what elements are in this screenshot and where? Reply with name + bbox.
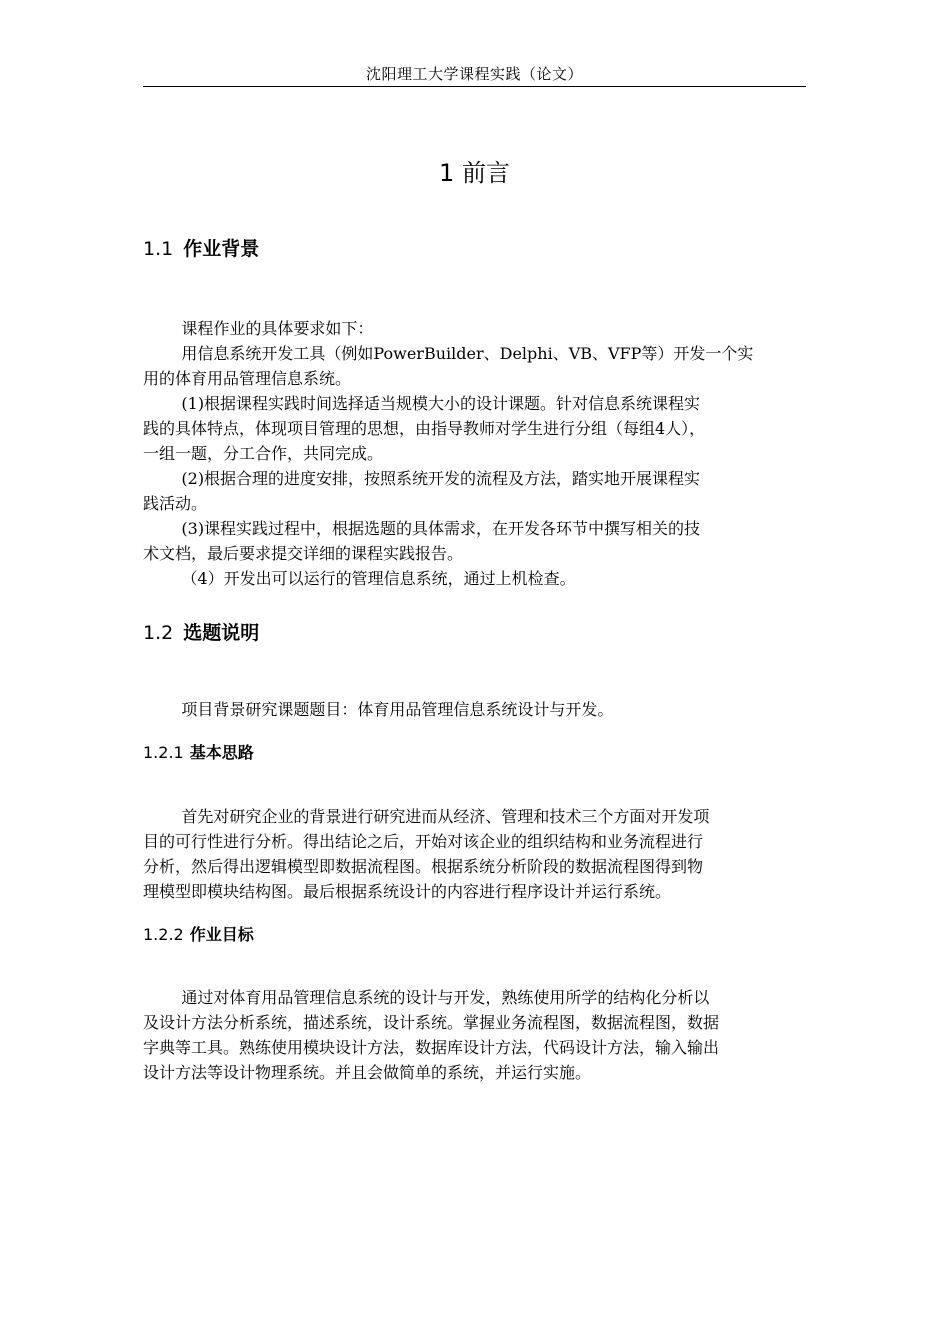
requirement-item-3: (3)课程实践过程中，根据选题的具体需求，在开发各环节中撰写相关的技: [181, 519, 701, 538]
paragraph-line: 用信息系统开发工具（例如PowerBuilder、Delphi、VB、VFP等）开发一个实: [181, 344, 754, 363]
chapter-title: 1 前言: [439, 159, 510, 187]
goals-paragraph: [143, 985, 807, 1085]
paragraph-line: 设计方法等设计物理系统。并且会做简单的系统，并运行实施。: [143, 1063, 592, 1082]
section-title: 选题说明: [183, 622, 260, 644]
topic-paragraph: [143, 697, 807, 722]
subsection-title: 作业目标: [189, 925, 254, 944]
paragraph-line: 理模型即模块结构图。最后根据系统设计的内容进行程序设计并运行系统。: [143, 882, 672, 901]
paragraph-line: 字典等工具。熟练使用模块设计方法，数据库设计方法，代码设计方法，输入输出: [143, 1038, 720, 1057]
paragraph-line: 及设计方法分析系统，描述系统，设计系统。掌握业务流程图，数据流程图，数据: [143, 1013, 720, 1032]
requirement-item-2: (2)根据合理的进度安排，按照系统开发的流程及方法，踏实地开展课程实: [181, 469, 701, 488]
section-number: 1.2: [143, 622, 174, 644]
paragraph-line: 目的可行性进行分析。得出结论之后，开始对该企业的组织结构和业务流程进行: [143, 832, 704, 851]
paragraph-line: 分析，然后得出逻辑模型即数据流程图。根据系统分析阶段的数据流程图得到物: [143, 857, 704, 876]
subsection-title: 基本思路: [189, 743, 254, 762]
paragraph-line: 术文档，最后要求提交详细的课程实践报告。: [143, 544, 464, 563]
section-heading-1-1: [143, 236, 259, 262]
paragraph-line: 践活动。: [143, 494, 208, 513]
approach-paragraph: [143, 804, 807, 904]
running-header: 沈阳理工大学课程实践（论文）: [365, 65, 583, 83]
subsection-heading-1-2-1: [143, 742, 254, 764]
paragraph-line: 通过对体育用品管理信息系统的设计与开发，熟练使用所学的结构化分析以: [181, 988, 710, 1007]
header-rule: [143, 86, 806, 87]
requirements-block: [143, 316, 807, 591]
subsection-number: 1.2.1: [143, 743, 184, 762]
paragraph-line: 项目背景研究课题题目：体育用品管理信息系统设计与开发。: [181, 700, 614, 719]
section-heading-1-2: [143, 620, 259, 646]
subsection-number: 1.2.2: [143, 925, 184, 944]
paragraph-line: 践的具体特点，体现项目管理的思想，由指导教师对学生进行分组（每组4人），: [143, 419, 706, 438]
section-title: 作业背景: [183, 238, 260, 260]
paragraph-line: 首先对研究企业的背景进行研究进而从经济、管理和技术三个方面对开发项: [181, 807, 710, 826]
paragraph-line: 一组一题，分工合作，共同完成。: [143, 444, 384, 463]
requirements-intro: 课程作业的具体要求如下：: [181, 319, 374, 338]
subsection-heading-1-2-2: [143, 924, 254, 946]
requirement-item-4: （4）开发出可以运行的管理信息系统，通过上机检查。: [181, 569, 576, 588]
paragraph-line: 用的体育用品管理信息系统。: [143, 369, 352, 388]
section-number: 1.1: [143, 238, 174, 260]
requirement-item-1: (1)根据课程实践时间选择适当规模大小的设计课题。针对信息系统课程实: [181, 394, 701, 413]
